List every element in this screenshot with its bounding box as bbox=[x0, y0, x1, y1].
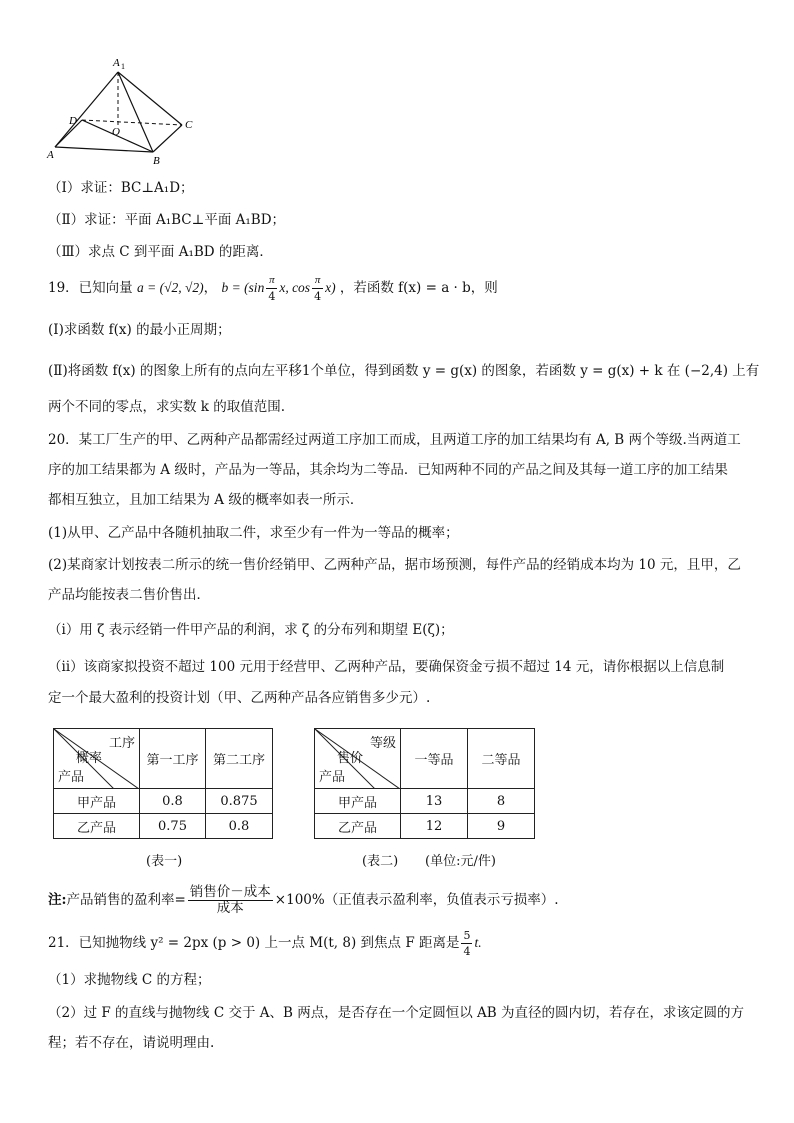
table1-col1: 第一工序 bbox=[140, 729, 206, 789]
q20-line5: (2)某商家计划按表二所示的统一售价经销甲、乙两种产品，据市场预测，每件产品的经销成本均为 10 元，且甲，乙 bbox=[48, 557, 741, 573]
q18-part1: （Ⅰ）求证：BC⊥A₁D； bbox=[48, 180, 194, 196]
q19-part1: (Ⅰ)求函数 f(x) 的最小正周期； bbox=[48, 322, 231, 338]
q20-line1: 20．某工厂生产的甲、乙两种产品都需经过两道工序加工而成，且两道工序的加工结果均有 A, B 两个等级.当两道工 bbox=[48, 432, 741, 448]
table-row: 乙产品 0.75 0.8 bbox=[54, 814, 273, 839]
label-a: A bbox=[47, 149, 54, 161]
q19-part2-line1: (Ⅱ)将函数 f(x) 的图象上所有的点向左平移1个单位，得到函数 y = g(x) 的图象，若函数 y = g(x) + k 在 (−2,4) 上有 bbox=[48, 363, 760, 379]
q19-part2-line2: 两个不同的零点，求实数 k 的取值范围. bbox=[48, 399, 286, 415]
table2-unit: (单位:元/件) bbox=[425, 854, 496, 869]
table-row: 甲产品 0.8 0.875 bbox=[54, 789, 273, 814]
q20-line3: 都相互独立，且加工结果为 A 级的概率如表一所示． bbox=[48, 492, 364, 508]
table-row: 甲产品 13 8 bbox=[315, 789, 535, 814]
table-2 bbox=[314, 728, 535, 839]
q20-line6: 产品均能按表二售价售出． bbox=[48, 587, 210, 603]
q20-line2: 序的加工结果都为 A 级时，产品为一等品，其余均为二等品．已知两种不同的产品之间及其每一道工序的加工结果 bbox=[48, 462, 728, 478]
q19-stem: 19．已知向量 a = (√2, √2)， b = (sin $\frac{\pi}{4}$ x, cos $\frac{\pi}{4}$ x) ，若函数 f(x) = a · b，则 bbox=[48, 274, 498, 303]
q21-part2-line1: （2）过 F 的直线与抛物线 C 交于 A、B 两点，是否存在一个定圆恒以 AB 为直径的圆内切，若存在，求该定圆的方 bbox=[48, 1005, 744, 1021]
q20-line8: （ⅱ）该商家拟投资不超过 100 元用于经营甲、乙两种产品，要确保资金亏损不超过 14 元，请你根据以上信息制 bbox=[48, 659, 725, 675]
table2-col1: 一等品 bbox=[401, 729, 468, 789]
table1-caption: (表一) bbox=[146, 854, 183, 869]
table-1 bbox=[53, 728, 273, 839]
q18-part3: （Ⅲ）求点 C 到平面 A₁BD 的距离． bbox=[48, 244, 273, 260]
table1-corner: 工序 概率 产品 bbox=[54, 729, 140, 789]
q21-part2-line2: 程；若不存在，请说明理由. bbox=[48, 1035, 215, 1051]
table-row: 乙产品 12 9 bbox=[315, 814, 535, 839]
q20-line7: （ⅰ）用 ζ 表示经销一件甲产品的利润，求 ζ 的分布列和期望 E(ζ)； bbox=[48, 622, 454, 638]
label-c: C bbox=[185, 119, 193, 131]
label-d: D bbox=[69, 115, 77, 127]
label-a1: A bbox=[113, 57, 120, 69]
table2-caption: (表二) bbox=[362, 854, 399, 869]
table1-col2: 第二工序 bbox=[206, 729, 273, 789]
label-a1-sub: 1 bbox=[121, 62, 125, 71]
q21-stem: 21．已知抛物线 y² = 2px (p > 0) 上一点 M(t, 8) 到焦点 F 距离是 $\frac{5}{4}$ t. bbox=[48, 929, 482, 958]
q18-part2: （Ⅱ）求证：平面 A₁BC⊥平面 A₁BD； bbox=[48, 212, 286, 228]
q21-part1: （1）求抛物线 C 的方程； bbox=[48, 972, 211, 988]
q20-line9: 定一个最大盈利的投资计划（甲、乙两种产品各应销售多少元）. bbox=[48, 690, 431, 706]
label-o: O bbox=[112, 126, 120, 138]
note-line: 注:产品销售的盈利率= $\frac{\text{销售价－成本}}{\text{成本}}$ ×100%（正值表示盈利率，负值表示亏损率）. bbox=[48, 884, 559, 916]
pyramid-figure bbox=[45, 52, 245, 172]
table2-corner: 等级 售价 产品 bbox=[315, 729, 401, 789]
table2-col2: 二等品 bbox=[468, 729, 535, 789]
label-b: B bbox=[153, 155, 160, 167]
q20-line4: (1)从甲、乙产品中各随机抽取二件，求至少有一件为一等品的概率； bbox=[48, 525, 459, 541]
